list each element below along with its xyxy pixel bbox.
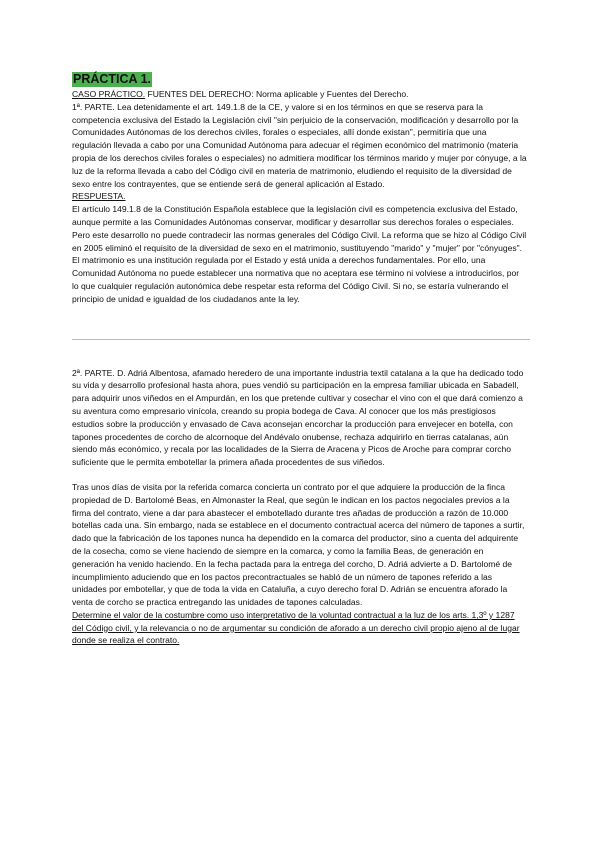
answer-heading: RESPUESTA.: [72, 191, 126, 202]
answer-section: [72, 190, 528, 305]
part2-section: [72, 367, 528, 648]
part2-paragraph-1: 2ª. PARTE. D. Adriá Albentosa, afamado heredero de una importante industria textil catalana a la que ha dedicado todo su vida y desarrollo profesional hasta ahora, pues vendió su participación en la empresa familiar ubicada en Sabadell, para adquirir unos viñedos en el Ampurdán, en los que pretende cultivar y cosechar el vino con el que dará comienzo a su aventura como empresario vinícola, creando su propia bodega de Cava. Al conocer que los más prestigiosos estudios sobre la producción y envasado de Cava aconsejan encorchar la producción para envejecer en botella, con tapones procedentes de corcho de alcornoque del Andévalo onubense, rechaza adquirirlo en tierras catalanas, aún siendo más económico, y recala por las localidades de la Sierra de Aracena y Picos de Aroche para comprar corcho suficiente que le permita embotellar la primera añada procedentes de sus viñedos.: [72, 367, 524, 468]
answer-text: El artículo 149.1.8 de la Constitución Española establece que la legislación civil es competencia exclusiva del Estado, aunque permite a las Comunidades Autónomas conservar, modificar y desarrollar sus derechos forales o especiales. Pero este desarrollo no puede contradecir las normas generales del Código Civil. La reforma que se hizo al Código Civil en 2005 eliminó el requisito de la diversidad de sexo en el matrimonio, sustituyendo "marido" y "mujer" por "cónyuges". El matrimonio es una institución regulada por el Estado y está unida a derechos fundamentales. Por ello, una Comunidad Autónoma no puede establecer una normativa que no aceptara ese término ni volviese a introducirlos, por lo que cualquier regulación autonómica debe respetar esta reforma del Código Civil. Si no, se estaría vulnerando el principio de unidad e igualdad de los ciudadanos ante la ley.: [72, 204, 527, 304]
case-heading: [72, 88, 528, 101]
part2-paragraph-2: Tras unos días de visita por la referida comarca concierta un contrato por el que adquiere la producción de la finca propiedad de D. Bartolomé Beas, en Almonaster la Real, que según le indican en los pactos negociales previos a la firma del contrato, viene a dar para abastecer el embotellado durante tres añadas de producción a razón de 10.000 botellas cada una. Sin embargo, nada se establece en el documento contractual acerca del número de tapones a surtir, dado que la fabricación de los tapones nunca ha dependido en la comarca del productor, sino a cuenta del adquirente de la cosecha, como se viene haciendo de siempre en la comarca, y como la familia Beas, de generación en generación ha venido haciendo. En la fecha pactada para la entrega del corcho, D. Adriá advierte a D. Bartolomé de incumplimiento aduciendo que en los pactos precontractuales se habló de un número de tapones referido a las unidades por embotellar, y que de toda la vida en Cataluña, a cuyo derecho foral D. Adrián se encuentra aforado la venta de corcho se practica entregando las unidades de tapones calculadas.: [72, 481, 525, 608]
case-label: CASO PRÁCTICO.: [72, 89, 146, 99]
section-divider: [72, 339, 530, 340]
case-section: [72, 88, 528, 190]
question-text: Determine el valor de la costumbre como uso interpretativo de la voluntad contractual a la luz de los arts. 1,3º y 1287 del Código civil, y la relevancia o no de argumentar su condición de aforado a un derecho civil propio ajeno al de lugar donde se realiza el contrato.: [72, 609, 520, 646]
case-subtitle: FUENTES DEL DERECHO: Norma aplicable y Fuentes del Derecho.: [145, 89, 409, 99]
part1-text: 1ª. PARTE. Lea detenidamente el art. 149.1.8 de la CE, y valore si en los términos en que se reserva para la competencia exclusiva del Estado la Legislación civil "sin perjuicio de la conservación, modificación y desarrollo por la Comunidades Autónomas de los derechos civiles, forales o especiales, allí donde existan", permitiría que una regulación llevada a cabo por una Comunidad Autónoma para adecuar el régimen económico del matrimonio (materia propia de los derechos civiles forales o especiales) no admitiera modificar los términos marido y mujer por cónyuge, a la luz de la reforma llevada a cabo del Código civil en materia de matrimonio, eludiendo el requisito de la diversidad de sexo entre los contrayentes, que se entiende será de general aplicación al Estado.: [72, 101, 527, 189]
practice-title: PRÁCTICA 1.: [73, 72, 152, 86]
